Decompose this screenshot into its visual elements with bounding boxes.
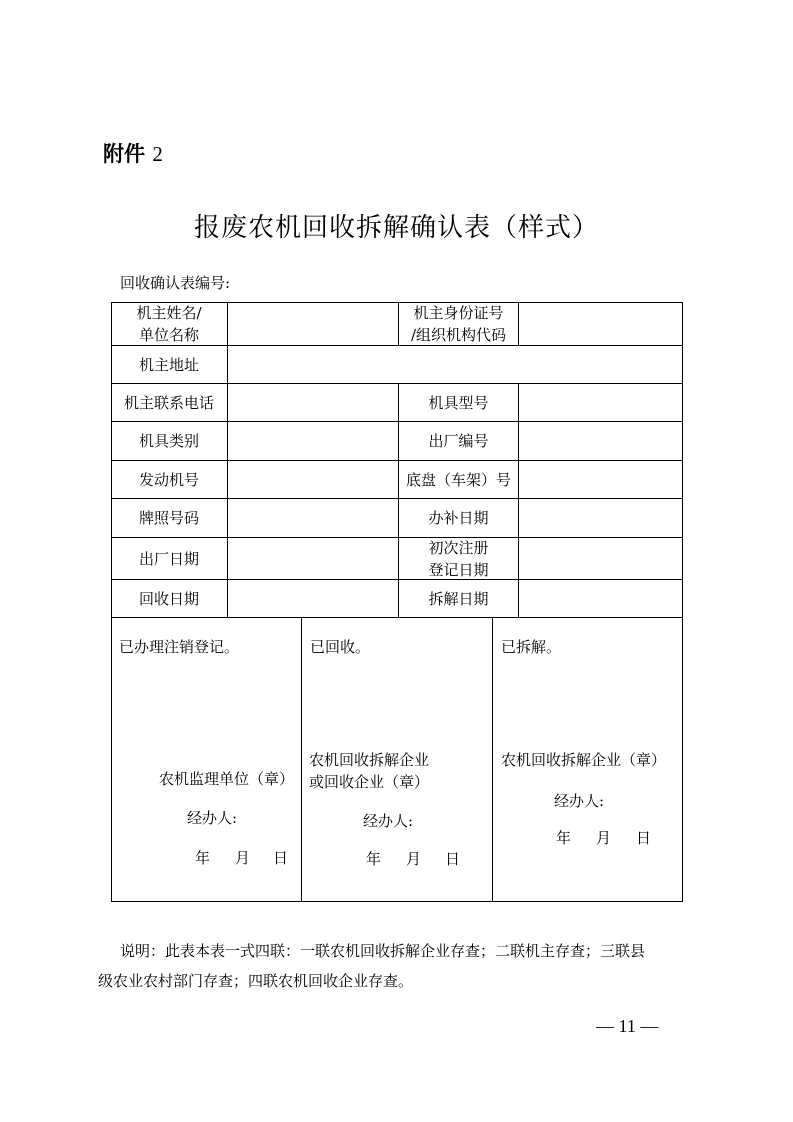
owner-phone-field[interactable] [228, 384, 398, 421]
owner-id-field[interactable] [519, 303, 682, 345]
first-registration-date-label [399, 538, 518, 579]
note-line-2: 级农业农村部门存查；四联农机回收企业存查。 [98, 972, 414, 990]
factory-number-field[interactable] [519, 422, 682, 460]
month-label: 月 [596, 829, 612, 847]
month-label: 月 [406, 850, 422, 868]
note-text [98, 936, 700, 996]
owner-name-label [111, 302, 227, 345]
owner-phone-label: 机主联系电话 [123, 393, 214, 412]
attachment-label [103, 138, 163, 168]
day-label: 日 [445, 850, 461, 868]
first-registration-label-line2: 登记日期 [428, 560, 489, 579]
year-label: 年 [195, 849, 211, 867]
recycling-enterprise-stamp-label: 或回收企业（章） [309, 773, 430, 791]
recycling-enterprise-label: 农机回收拆解企业 [309, 751, 430, 769]
machine-category-label: 机具类别 [138, 432, 199, 450]
owner-address-label: 机主地址 [138, 355, 199, 374]
plate-number-field[interactable] [228, 499, 398, 537]
first-registration-date-field[interactable] [519, 538, 682, 579]
chassis-number-field[interactable] [519, 461, 682, 498]
note-line-1: 说明：此表本表一式四联：一联农机回收拆解企业存查；二联机主存查；三联县 [120, 942, 646, 960]
day-label: 日 [273, 849, 289, 867]
page-number: — 11 — [596, 1016, 659, 1036]
owner-name-label-line2: 单位名称 [138, 325, 199, 344]
dismantled-status: 已拆解。 [501, 638, 562, 656]
factory-date-field[interactable] [228, 538, 398, 579]
plate-number-label: 牌照号码 [138, 509, 199, 527]
factory-number-label: 出厂编号 [428, 432, 489, 450]
machine-model-field[interactable] [519, 384, 682, 421]
page-title: 报废农机回收拆解确认表（样式） [193, 213, 599, 243]
attachment-text: 附件 [103, 142, 145, 166]
owner-id-label [399, 302, 518, 345]
recycled-status: 已回收。 [310, 638, 371, 656]
reissue-date-label: 办补日期 [428, 509, 489, 527]
day-label: 日 [636, 829, 652, 847]
machine-model-label: 机具型号 [428, 393, 489, 412]
owner-address-field[interactable] [228, 346, 682, 383]
dismantling-enterprise-stamp-label: 农机回收拆解企业（章） [501, 751, 667, 769]
reissue-date-field[interactable] [519, 499, 682, 537]
section-divider [492, 617, 493, 902]
deregistered-status: 已办理注销登记。 [119, 638, 240, 656]
machine-category-field[interactable] [228, 422, 398, 460]
first-registration-label-line1: 初次注册 [428, 538, 489, 557]
month-label: 月 [235, 849, 251, 867]
row-divider [111, 617, 683, 618]
handler-label: 经办人: [187, 809, 238, 827]
confirmation-form-table [111, 302, 683, 902]
handler-label: 经办人: [554, 792, 605, 810]
owner-id-label-line2: /组织机构代码 [410, 325, 507, 344]
table-border-bottom [111, 901, 683, 902]
engine-number-field[interactable] [228, 461, 398, 498]
year-label: 年 [556, 829, 572, 847]
recycling-date-label: 回收日期 [138, 589, 199, 608]
recycling-date-field[interactable] [228, 580, 398, 617]
engine-number-label: 发动机号 [138, 470, 199, 489]
section-divider [301, 617, 302, 902]
table-border-right [682, 302, 683, 902]
chassis-number-label: 底盘（车架）号 [405, 470, 511, 489]
handler-label: 经办人: [363, 812, 414, 830]
owner-name-field[interactable] [228, 303, 398, 345]
attachment-number: 2 [152, 142, 163, 166]
dismantling-date-field[interactable] [519, 580, 682, 617]
year-label: 年 [366, 850, 382, 868]
owner-id-label-line1: 机主身份证号 [413, 303, 504, 322]
factory-date-label: 出厂日期 [138, 549, 199, 568]
confirmation-number-label: 回收确认表编号: [120, 274, 231, 292]
dismantling-date-label: 拆解日期 [428, 589, 489, 608]
supervision-unit-stamp-label: 农机监理单位（章） [159, 770, 295, 788]
owner-name-label-line1: 机主姓名/ [136, 303, 202, 322]
